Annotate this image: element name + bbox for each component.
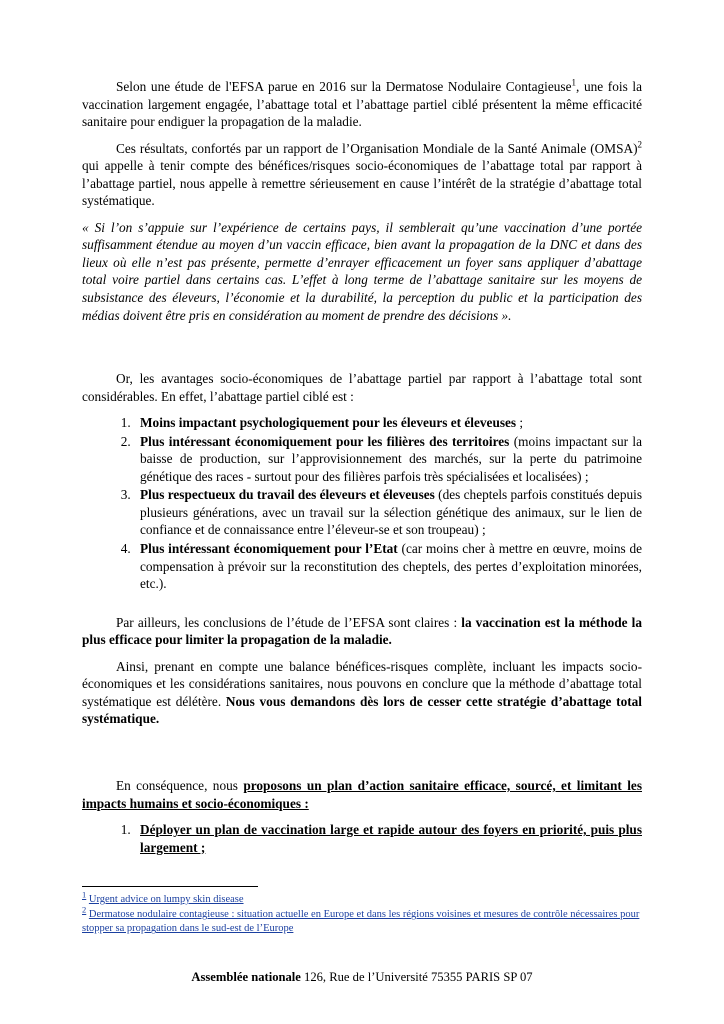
paragraph-action-plan-bold: proposons un plan d’action sanitaire efficace, sourcé, et limitant les impacts humains et socio-économiques : xyxy=(82,777,642,811)
paragraph-request-stop-bold: Nous vous demandons dès lors de cesser cette stratégie d’abattage total systématique. xyxy=(82,693,642,727)
list-item-rest: ; xyxy=(516,415,524,431)
list-item-rest: (des cheptels parfois constitués depuis plusieurs générations, avec un travail sur la sélection génétique des animaux, sur le lien de confiance et de connaissance entre l’éleveur-se et son troupeau) ; xyxy=(140,487,643,538)
footnote-mark-1: 1 xyxy=(82,889,87,900)
footnote-ref-1[interactable]: 1 xyxy=(571,77,576,88)
blockquote-vaccination: « Si l’on s’appuie sur l’expérience de certains pays, il semblerait qu’une vaccination d’une portée suffisamment étendue au moyen d’un vaccin efficace, bien avant la propagation de la DNC et dans des lieux où elle n’est pas présente, permette d’enrayer efficacement un foyer sans appliquer d’abattage total voire partiel dans certains cas. L’effet à long terme de l’abattage sanitaire sur les moyens de subsistance des éleveurs, l’économie et la durabilité, la perception du public et la participation des médias doivent être pris en considération au moment de prendre des décisions ». xyxy=(82,219,642,323)
paragraph-socio-economic-advantages: Or, les avantages socio-économiques de l’abattage partiel par rapport à l’abattage total sont considérables. En effet, l’abattage partiel ciblé est : xyxy=(82,371,642,404)
paragraph-request-stop xyxy=(82,658,642,728)
paragraph-omsa-report-part2: qui appelle à tenir compte des bénéfices/risques socio-économiques de l’abattage total par rapport à l’abattage partiel, nous appelle à remettre sérieusement en cause l’intérêt de la stratégie d’abattage total systématique. xyxy=(82,158,642,209)
list-item xyxy=(134,540,642,593)
footnotes-section xyxy=(82,886,642,937)
paragraph-efsa-conclusions-bold: la vaccination est la méthode la plus efficace pour limiter la propagation de la maladie. xyxy=(82,614,642,648)
footnote-2 xyxy=(82,904,642,936)
footnote-link-2[interactable]: Dermatose nodulaire contagieuse : situation actuelle en Europe et dans les régions voisines et mesures de contrôle nécessaires pour stopper sa propagation dans le sud-est de l’Europe xyxy=(82,909,640,935)
list-item xyxy=(134,414,642,432)
list-item-bold: Plus intéressant économiquement pour les filières des territoires xyxy=(140,433,510,449)
list-item xyxy=(134,486,642,539)
footnote-mark-2: 2 xyxy=(82,904,87,915)
list-item-bold: Moins impactant psychologiquement pour les éleveurs et éleveuses xyxy=(140,415,517,431)
footer-organization: Assemblée nationale xyxy=(191,970,301,985)
paragraph-efsa-study-part2: , une fois la vaccination largement engagée, l’abattage total et l’abattage partiel ciblé présentent la même efficacité sanitaire pour endiguer la propagation de la maladie. xyxy=(82,79,642,130)
list-item-bold: Plus respectueux du travail des éleveurs et éleveuses xyxy=(140,487,435,503)
footnote-separator xyxy=(82,886,258,887)
list-item-bold: Déployer un plan de vaccination large et rapide autour des foyers en priorité, puis plus largement ; xyxy=(140,822,642,855)
paragraph-efsa-conclusions xyxy=(82,614,642,649)
footnote-link-1[interactable]: Urgent advice on lumpy skin disease xyxy=(88,894,244,906)
footnote-1 xyxy=(82,889,642,907)
spacer xyxy=(82,344,642,370)
paragraph-request-stop-part1: Ainsi, prenant en compte une balance bénéfices-risques complète, incluant les impacts socio-économiques et les considérations sanitaires, nous pouvons en conclure que la méthode d’abattage total systématique est délétère. xyxy=(82,658,642,709)
footnote-ref-2[interactable]: 2 xyxy=(637,139,642,150)
paragraph-omsa-report-part1: Ces résultats, confortés par un rapport de l’Organisation Mondiale de la Santé Animale (OMSA) xyxy=(116,140,638,156)
list-item xyxy=(134,433,642,486)
list-item-rest: (car moins cher à mettre en œuvre, moins de compensation à prévoir sur la reconstitution des cheptels, des pertes d’exploitation minorées, etc.). xyxy=(140,541,643,592)
page-footer xyxy=(0,969,724,986)
spacer xyxy=(82,602,642,614)
paragraph-action-plan-part1: En conséquence, nous xyxy=(116,777,244,793)
list-item-rest: (moins impactant sur la baisse de production, sur l’approvisionnement des marchés, sur la perte du patrimoine génétique des races - surtout pour des filières parfois très spécialisées et localisées) ; xyxy=(140,433,642,484)
spacer xyxy=(82,737,642,777)
paragraph-efsa-study xyxy=(82,78,642,131)
paragraph-action-plan xyxy=(82,777,642,812)
paragraph-efsa-conclusions-part1: Par ailleurs, les conclusions de l’étude de l’EFSA sont claires : xyxy=(116,614,462,630)
list-actions xyxy=(82,821,642,856)
list-item xyxy=(134,821,642,856)
footer-address: 126, Rue de l’Université 75355 PARIS SP 07 xyxy=(300,970,533,985)
paragraph-omsa-report xyxy=(82,140,642,210)
list-advantages xyxy=(82,414,642,592)
list-item-bold: Plus intéressant économiquement pour l’Etat xyxy=(140,541,398,557)
paragraph-efsa-study-part1: Selon une étude de l'EFSA parue en 2016 sur la Dermatose Nodulaire Contagieuse xyxy=(116,79,572,94)
